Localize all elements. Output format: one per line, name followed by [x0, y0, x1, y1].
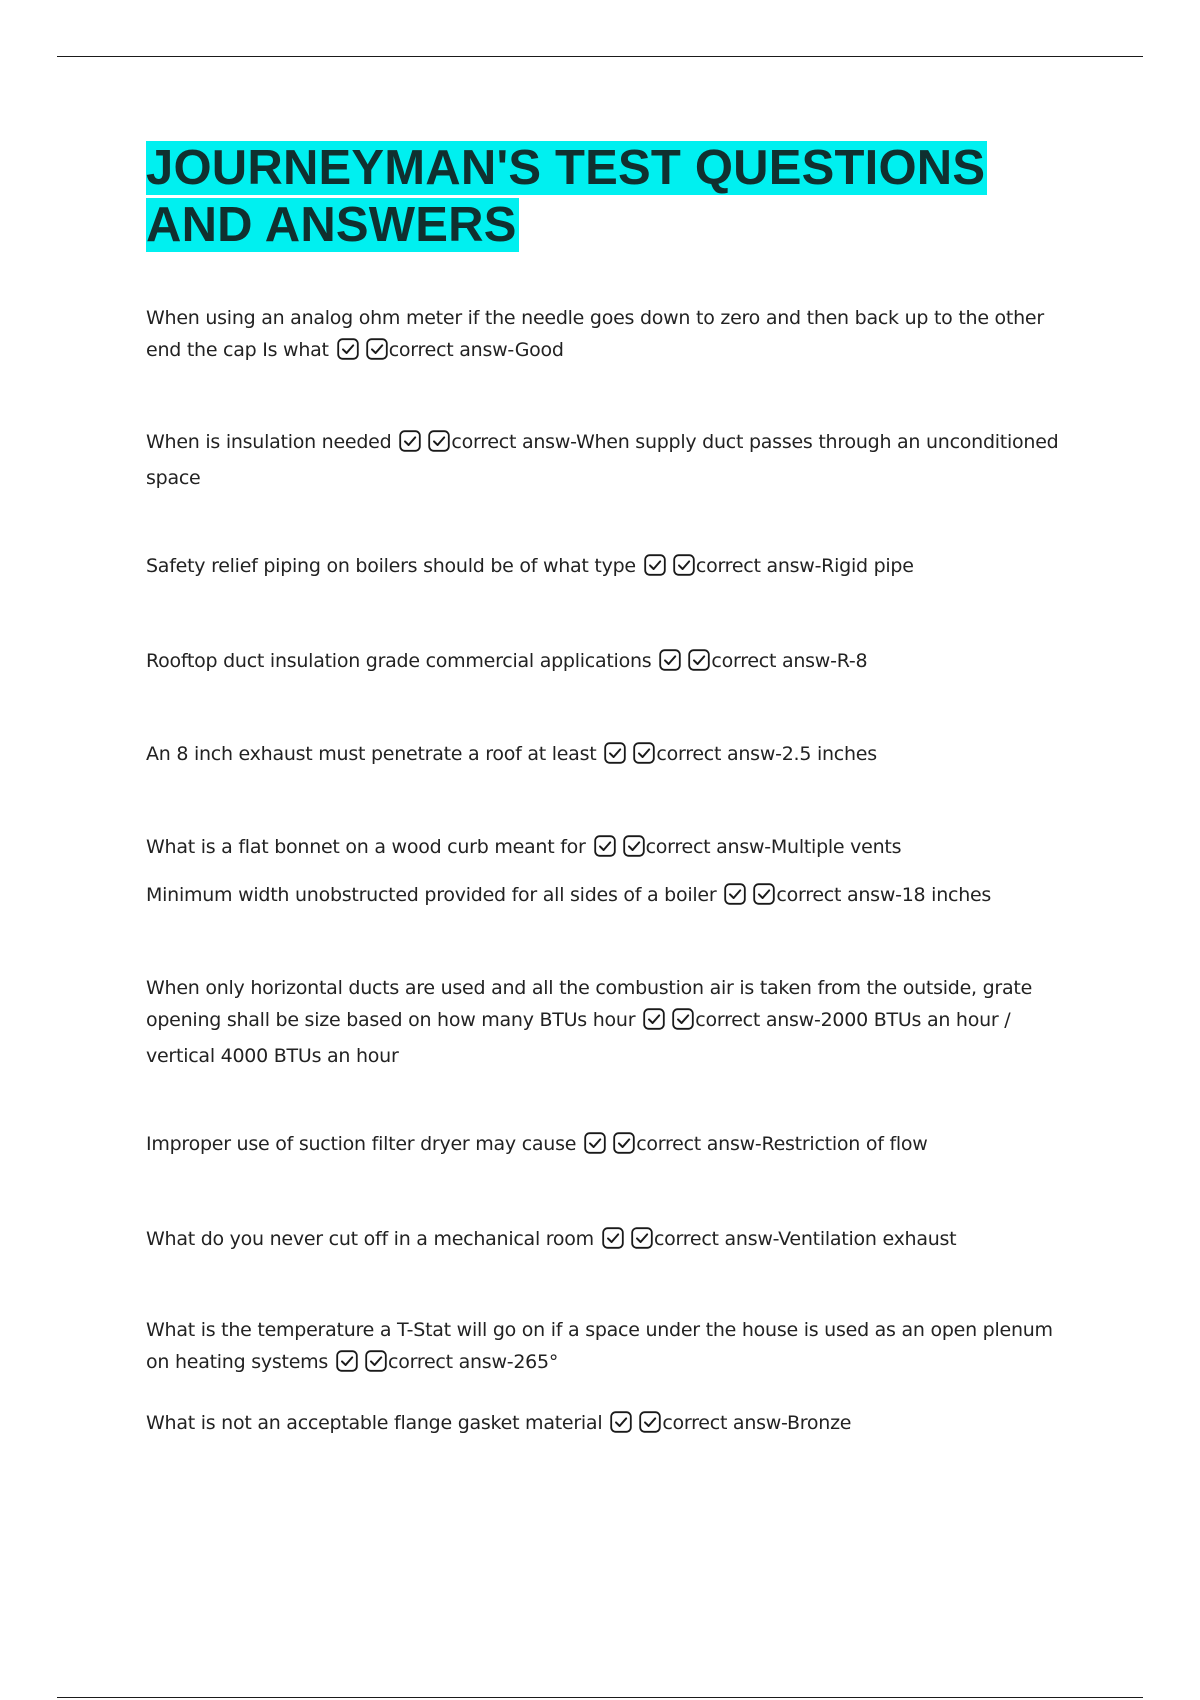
check-icons	[643, 1008, 695, 1040]
checked-box-icon	[688, 649, 710, 671]
page-title	[146, 140, 1066, 254]
checked-box-icon	[631, 1227, 653, 1249]
qa-item	[146, 879, 1066, 915]
checked-box-icon	[594, 835, 616, 857]
checked-box-icon	[644, 554, 666, 576]
check-icons	[602, 1227, 654, 1259]
question-text: When using an analog ohm meter if the needle goes down to zero and then back up to the other end the cap Is what	[146, 307, 1044, 361]
answer-text: correct answ-Bronze	[662, 1412, 852, 1434]
answer-text: correct answ-2000 BTUs an hour / vertical 4000 BTUs an hour	[146, 1009, 1011, 1067]
question-text: What do you never cut off in a mechanical room	[146, 1228, 594, 1250]
answer-text: correct answ-Good	[388, 339, 564, 361]
title-block	[146, 140, 1066, 254]
qa-item	[146, 1314, 1066, 1382]
checked-box-icon	[613, 1132, 635, 1154]
checked-box-icon	[623, 835, 645, 857]
question-text: When is insulation needed	[146, 431, 392, 453]
checked-box-icon	[753, 883, 775, 905]
answer-text: correct answ-Ventilation exhaust	[653, 1228, 957, 1250]
checked-box-icon	[604, 742, 626, 764]
qa-item	[146, 1223, 1066, 1259]
qa-item	[146, 550, 1066, 586]
answer-text: correct answ-18 inches	[776, 884, 992, 906]
title-highlight: JOURNEYMAN'S TEST QUESTIONS AND ANSWERS	[146, 141, 986, 252]
checked-box-icon	[643, 1008, 665, 1030]
checked-box-icon	[366, 338, 388, 360]
answer-text: correct answ-2.5 inches	[656, 743, 877, 765]
question-text: Improper use of suction filter dryer may cause	[146, 1133, 577, 1155]
question-text: Rooftop duct insulation grade commercial applications	[146, 650, 652, 672]
answer-text: correct answ-Restriction of flow	[636, 1133, 928, 1155]
check-icons	[610, 1411, 662, 1443]
qa-item	[146, 1128, 1066, 1164]
qa-item	[146, 302, 1066, 370]
question-text: What is the temperature a T-Stat will go on if a space under the house is used as an open plenum on heating systems	[146, 1319, 1053, 1373]
qa-item	[146, 426, 1066, 494]
check-icons	[337, 338, 389, 370]
checked-box-icon	[584, 1132, 606, 1154]
checked-box-icon	[336, 1350, 358, 1372]
answer-text: correct answ-Rigid pipe	[695, 555, 914, 577]
checked-box-icon	[639, 1411, 661, 1433]
question-text: Safety relief piping on boilers should be of what type	[146, 555, 636, 577]
check-icons	[724, 883, 776, 915]
question-text: Minimum width unobstructed provided for all sides of a boiler	[146, 884, 717, 906]
answer-text: correct answ-R-8	[711, 650, 868, 672]
checked-box-icon	[659, 649, 681, 671]
checked-box-icon	[602, 1227, 624, 1249]
checked-box-icon	[633, 742, 655, 764]
checked-box-icon	[673, 554, 695, 576]
checked-box-icon	[672, 1008, 694, 1030]
question-text: An 8 inch exhaust must penetrate a roof at least	[146, 743, 597, 765]
checked-box-icon	[337, 338, 359, 360]
qa-item	[146, 831, 1066, 867]
footer-rule	[57, 1697, 1143, 1698]
question-text: What is not an acceptable flange gasket material	[146, 1412, 603, 1434]
qa-item	[146, 645, 1066, 681]
checked-box-icon	[610, 1411, 632, 1433]
check-icons	[659, 649, 711, 681]
qa-item	[146, 1407, 1066, 1443]
checked-box-icon	[428, 430, 450, 452]
check-icons	[584, 1132, 636, 1164]
qa-item	[146, 738, 1066, 774]
question-text: What is a flat bonnet on a wood curb meant for	[146, 836, 586, 858]
header-rule	[57, 56, 1143, 57]
check-icons	[336, 1350, 388, 1382]
checked-box-icon	[365, 1350, 387, 1372]
checked-box-icon	[399, 430, 421, 452]
check-icons	[604, 742, 656, 774]
answer-text: correct answ-When supply duct passes through an unconditioned space	[146, 431, 1059, 489]
checked-box-icon	[724, 883, 746, 905]
question-text: When only horizontal ducts are used and all the combustion air is taken from the outside, grate opening shall be size based on how many BTUs hour	[146, 977, 1033, 1031]
answer-text: correct answ-265°	[388, 1351, 559, 1373]
answer-text: correct answ-Multiple vents	[645, 836, 902, 858]
check-icons	[399, 430, 451, 462]
check-icons	[594, 835, 646, 867]
qa-item	[146, 972, 1066, 1072]
check-icons	[644, 554, 696, 586]
